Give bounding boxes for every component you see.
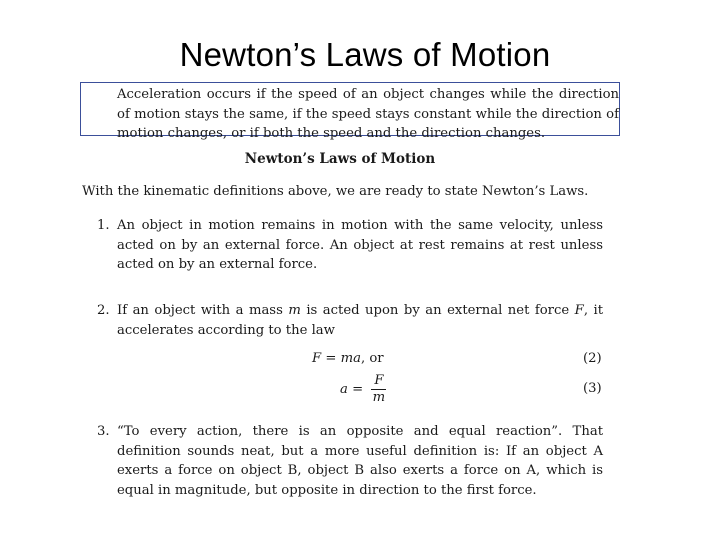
acceleration-definition-box — [80, 82, 620, 141]
equation-2-number: (2) — [583, 351, 602, 366]
eq1-lhs: F — [312, 351, 322, 366]
equation-3 — [340, 373, 386, 406]
eq2-equals: = — [347, 382, 368, 397]
law-3 — [99, 422, 603, 500]
law-2-text-a: If an object with a mass — [117, 303, 289, 318]
eq1-tail: , or — [360, 351, 384, 366]
eq1-equals: = — [321, 351, 341, 366]
law-3-text: “To every action, there is an opposite and equal reaction”. That definition sounds neat, but a more useful definition is: If an object A exerts a force on object B, object B also exerts a force on A, which is equal in magnitude, but opposite in direction to the first force. — [117, 424, 603, 498]
law-2-text-b: is acted upon by an external net force — [300, 303, 575, 318]
law-1-text: An object in motion remains in motion with the same velocity, unless acted on by an external force. An object at rest remains at rest unless acted on by an external force. — [117, 218, 603, 272]
law-2-var-f: F — [574, 303, 584, 318]
eq2-numerator: F — [371, 373, 386, 390]
law-1 — [99, 216, 603, 275]
law-2-number: 2. — [97, 303, 110, 318]
law-2-text-c: , it accelerates according to the law — [117, 303, 603, 338]
law-2 — [99, 301, 603, 340]
eq1-a: a — [353, 351, 361, 366]
section-heading: Newton’s Laws of Motion — [244, 151, 436, 167]
intro-paragraph: With the kinematic definitions above, we are ready to state Newton’s Laws. — [82, 184, 589, 199]
law-1-number: 1. — [97, 218, 110, 233]
equation-2 — [312, 351, 384, 366]
slide-title: Newton’s Laws of Motion — [179, 36, 551, 73]
law-2-var-m: m — [288, 303, 301, 318]
eq2-denominator: m — [372, 390, 386, 405]
eq1-m: m — [340, 351, 354, 366]
eq2-lhs: a — [340, 382, 348, 397]
law-2-text — [117, 301, 603, 340]
equation-3-number: (3) — [583, 381, 602, 396]
acceleration-definition-text: Acceleration occurs if the speed of an object changes while the direction of motion stays the same, if the speed stays constant while the direction of motion changes, or if both the speed and the direction changes. — [117, 87, 619, 141]
law-3-number: 3. — [97, 424, 110, 439]
eq2-fraction — [371, 373, 386, 406]
